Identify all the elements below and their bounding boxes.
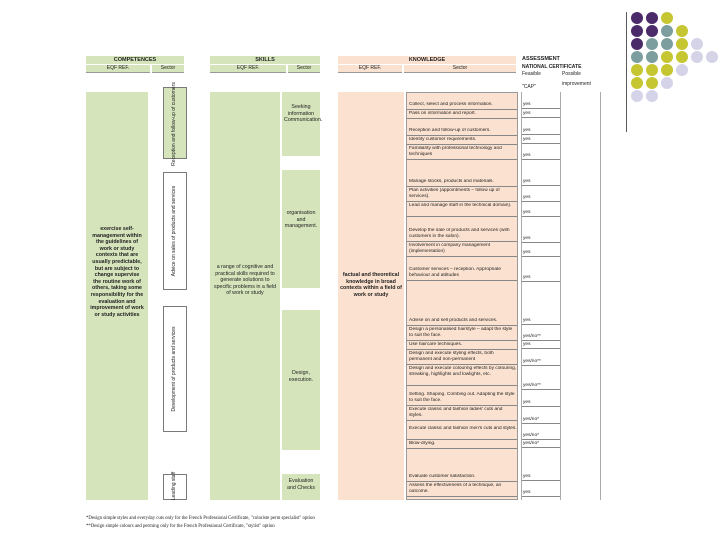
sector-row: Familiarity with professional technology and techniques <box>407 146 517 160</box>
decor-dot <box>676 51 688 63</box>
knowledge-header: KNOWLEDGE <box>338 56 516 64</box>
skills-sector-1-box <box>282 92 323 156</box>
decor-dot <box>676 25 688 37</box>
decor-dot <box>661 77 673 89</box>
skills-sector-3-text: Design, execution. <box>288 370 314 383</box>
answer-cell: yes/no** <box>522 334 560 341</box>
assessment-header: ASSESSMENT <box>522 56 560 62</box>
sector-row: Reception and follow-up of customers. <box>407 128 517 136</box>
skills-sector-2-box <box>282 170 320 288</box>
sector-row: Design and execute colouring effects by colouring, streaking, highlights and lowlights, etc. <box>407 366 517 386</box>
improvement-column-area <box>561 92 601 500</box>
sector-row: Develop the sale of products and services (with customers in the salon). <box>407 228 517 242</box>
competences-eqf-ref: EQF REF. <box>86 65 150 73</box>
sector-row: Advise on and sell products and services. <box>407 318 517 326</box>
answer-cell: yes/no** <box>522 383 560 390</box>
knowledge-eqf-cell <box>338 92 404 500</box>
sector-row: Evaluate customer satisfaction. <box>407 474 517 482</box>
improvement-label: improvement <box>562 81 591 87</box>
skills-header: SKILLS <box>210 56 320 64</box>
competences-sector-1-label: Reception and follow-up of customers <box>171 82 177 166</box>
skills-sector-4-box <box>282 474 320 500</box>
sector-row: Manage stocks, products and materials. <box>407 179 517 187</box>
competences-eqf-text: exercise self-management within the guidelines of work or study contexts that are usually predictable, but are subject to change supervise the routine work of others, taking some responsibility for the evaluation and improvement of work or study activities <box>90 226 144 318</box>
answer-cell: yes <box>522 474 560 481</box>
competences-sector-2-label: Advice on sales of products and services <box>171 185 177 277</box>
decor-dot <box>631 64 643 76</box>
decor-dot <box>631 12 643 24</box>
sector-row: Lead and manage staff in the technical domain). <box>407 203 517 217</box>
footnote-2: **Design simple colours and perming only for the French Professional Certificate, "stylist" option <box>86 524 275 529</box>
sector-row: Plan activities (appointments – follow up of services). <box>407 188 517 202</box>
answer-cell: yes <box>522 250 560 257</box>
sector-row: Execute classic and fashion ladies' cuts and styles. <box>407 407 517 421</box>
skills-sector-4-text: Evaluation and Checks <box>287 478 315 491</box>
cap-label: "CAP" <box>522 84 536 90</box>
answer-cell: yes/no* <box>522 417 560 424</box>
skills-sector-1-text: Seeking information Communication. <box>284 104 323 124</box>
answer-cell: yes <box>522 128 560 135</box>
sector-row: Pass on information and report. <box>407 111 517 119</box>
answer-cell: yes <box>522 210 560 217</box>
decor-dot <box>646 38 658 50</box>
decor-dot <box>646 51 658 63</box>
competences-sector-3-label: Development of products and services <box>171 326 177 412</box>
decor-dot <box>691 38 703 50</box>
sector-row: Blow-drying. <box>407 441 517 449</box>
feasible-label: Feasible <box>522 71 541 77</box>
competences-sector-4-label: Leading staff <box>171 471 177 501</box>
decor-dot <box>631 77 643 89</box>
decor-dot <box>676 64 688 76</box>
decor-dot <box>646 64 658 76</box>
answer-cell: yes <box>522 102 560 109</box>
sector-row: Customer services – reception. Appropriate behaviour and attitudes <box>407 267 517 281</box>
answer-cell: yes/no* <box>522 441 560 448</box>
possible-label: Possible <box>562 71 581 77</box>
answer-cell: yes <box>522 179 560 186</box>
skills-sector-2-text: organisation and management. <box>284 210 318 230</box>
competences-header: COMPETENCES <box>86 56 184 64</box>
decor-dot <box>631 25 643 37</box>
answer-cell: yes <box>522 195 560 202</box>
decor-dot <box>646 25 658 37</box>
answer-cell: yes/no** <box>522 359 560 366</box>
decor-dot <box>646 12 658 24</box>
competences-sector-label: Sector <box>152 65 184 73</box>
answer-cell: yes <box>522 275 560 282</box>
decor-dot <box>661 51 673 63</box>
answer-cell: yes <box>522 236 560 243</box>
skills-eqf-ref: EQF REF. <box>210 65 286 73</box>
sector-row: Design a personalised hairstyle – adapt the style to suit the face. <box>407 327 517 341</box>
sector-row: Assess the effectiveness of a technique, an outcome. <box>407 483 517 497</box>
skills-eqf-text: a range of cognitive and practical skills required to generate solutions to specific problems in a field of work or study <box>213 264 277 297</box>
decor-dot <box>631 51 643 63</box>
national-certificate-label: NATIONAL CERTIFICATE <box>522 64 582 70</box>
sector-row: Execute classic and fashion men's cuts and styles. <box>407 426 517 440</box>
sector-row: Design and execute styling effects, both permanent and non-permanent <box>407 351 517 365</box>
answer-cell: yes <box>522 400 560 407</box>
answer-cell: yes <box>522 490 560 497</box>
footnote-1: *Design simple styles and everyday cuts only for the French Professional Certificate, "coloriste perm specialist" option <box>86 516 315 521</box>
skills-sector-3-box <box>282 310 320 450</box>
knowledge-sector-label: Sector <box>404 65 516 73</box>
decor-dot <box>661 64 673 76</box>
decor-dot <box>676 38 688 50</box>
sector-row: Involvement in company management (implementation) <box>407 243 517 257</box>
decor-dot <box>691 51 703 63</box>
skills-sector-label: Sector <box>288 65 320 73</box>
decor-dot <box>631 38 643 50</box>
sector-row: Setting. Shaping. Combing out. Adapting the style to suit the face. <box>407 392 517 406</box>
knowledge-eqf-text: factual and theoretical knowledge in broad contexts within a field of work or study <box>340 272 402 298</box>
answer-cell: yes/no* <box>522 433 560 440</box>
decor-dot <box>661 38 673 50</box>
knowledge-eqf-ref: EQF REF. <box>338 65 402 73</box>
decor-divider-line <box>626 12 627 132</box>
decor-dot <box>646 77 658 89</box>
competences-eqf-cell <box>86 92 148 500</box>
answer-cell: yes <box>522 342 560 349</box>
sector-row: Use haircare techniques. <box>407 342 517 350</box>
decor-dot <box>706 51 718 63</box>
skills-eqf-cell <box>210 92 280 500</box>
sector-row: Identify customer requirements. <box>407 137 517 145</box>
sector-row: Collect, select and process information. <box>407 102 517 110</box>
answer-cell: yes <box>522 137 560 144</box>
answer-cell: yes <box>522 111 560 118</box>
answer-cell: yes <box>522 153 560 160</box>
decor-dot <box>631 90 643 102</box>
decor-dot <box>646 90 658 102</box>
answer-cell: yes <box>522 318 560 325</box>
decor-dot <box>661 25 673 37</box>
decor-dot <box>661 12 673 24</box>
